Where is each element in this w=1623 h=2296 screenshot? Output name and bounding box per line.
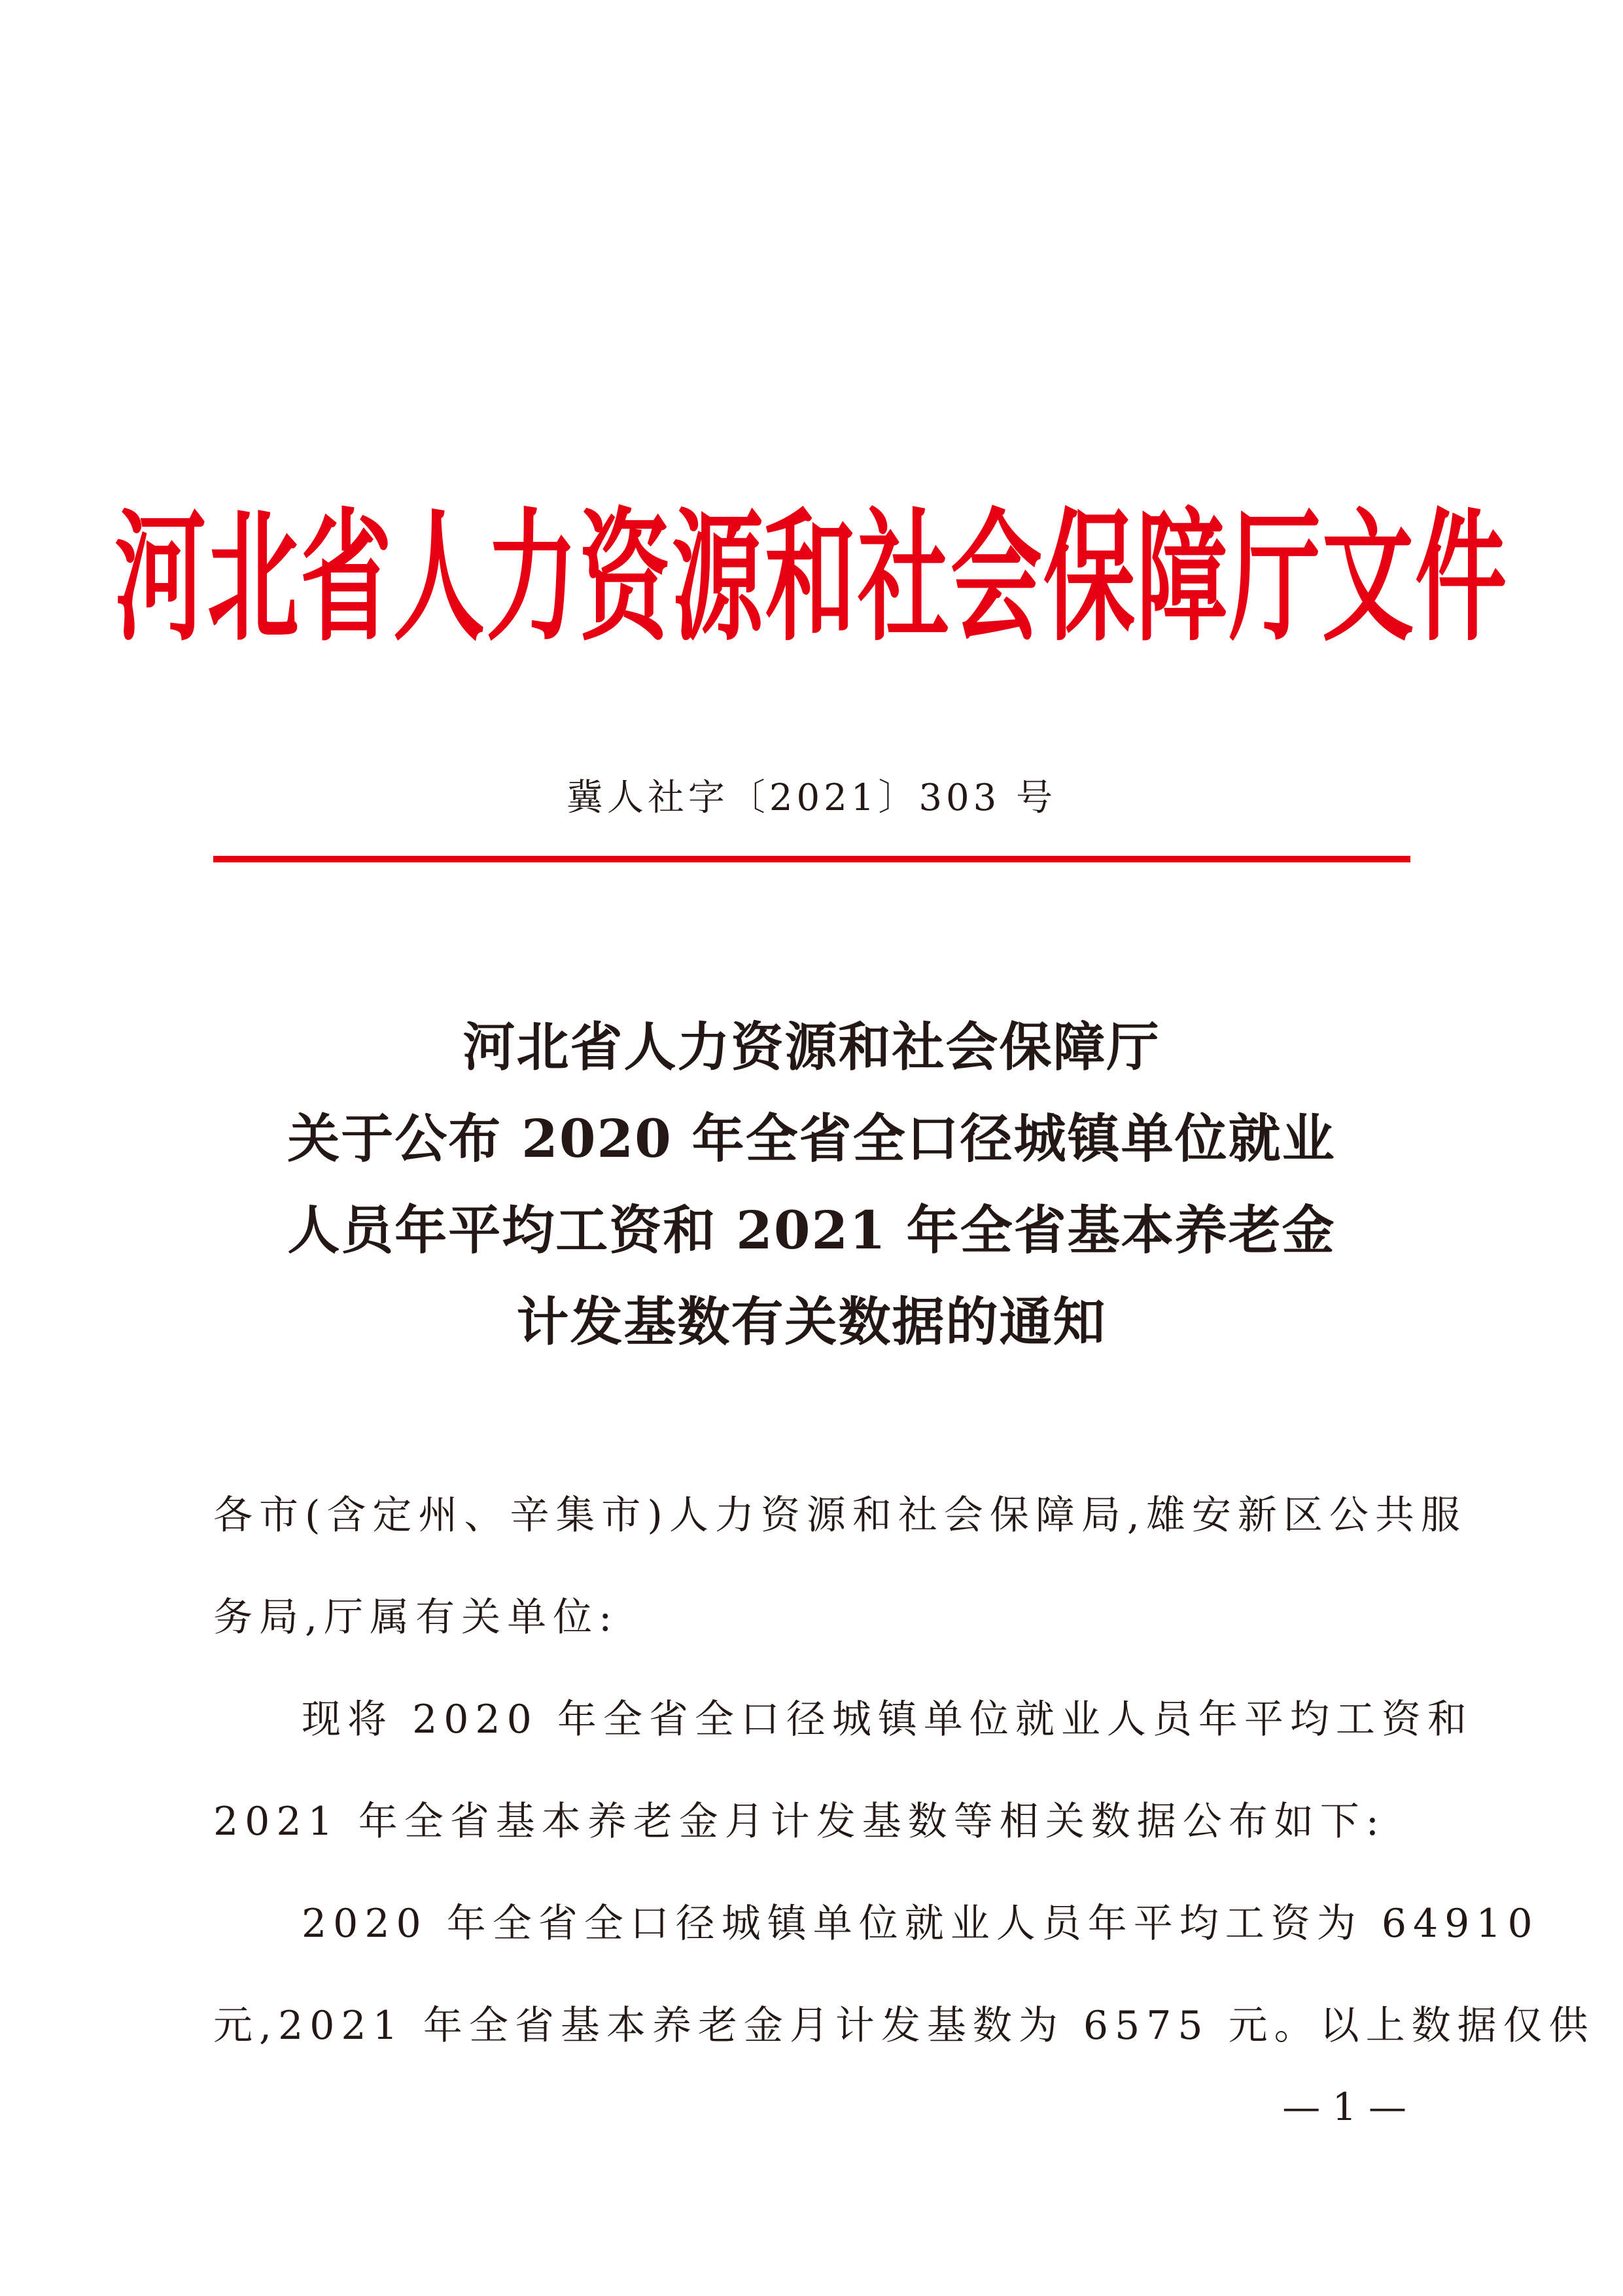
addressee-line: 务局,厅属有关单位:	[213, 1595, 619, 1640]
body-paragraph-line: 元,2021 年全省基本养老金月计发基数为 6575 元。以上数据仅供	[213, 2003, 1595, 2049]
notice-title	[196, 1001, 1427, 1368]
red-separator-rule	[213, 856, 1410, 862]
document-number: 冀人社字〔2021〕303 号	[566, 777, 1057, 819]
title-line: 关于公布 2020 年全省全口径城镇单位就业	[287, 1108, 1336, 1169]
body-paragraph-line: 现将 2020 年全省全口径城镇单位就业人员年平均工资和	[302, 1697, 1473, 1742]
document-masthead: 河北省人力资源和社会保障厅文件	[114, 494, 1509, 661]
body-paragraph-line: 2020 年全省全口径城镇单位就业人员年平均工资为 64910	[302, 1901, 1539, 1947]
addressee-line: 各市(含定州、辛集市)人力资源和社会保障局,雄安新区公共服	[213, 1492, 1467, 1538]
notice-body	[213, 1464, 1595, 2077]
body-paragraph-line: 2021 年全省基本养老金月计发基数等相关数据公布如下:	[213, 1799, 1386, 1845]
page-number: — 1 —	[1282, 2085, 1406, 2129]
title-line: 河北省人力资源和社会保障厅	[462, 1016, 1161, 1078]
title-line: 人员年平均工资和 2021 年全省基本养老金	[287, 1199, 1336, 1261]
title-line: 计发基数有关数据的通知	[516, 1291, 1107, 1352]
